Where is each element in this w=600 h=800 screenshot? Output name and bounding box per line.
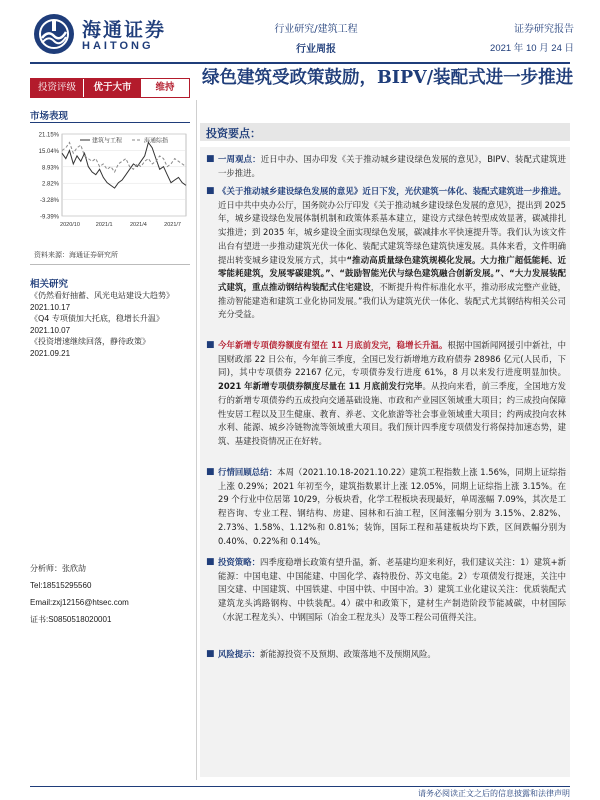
bullet-dot-icon: ■ [206,557,215,567]
bullet-dot-icon: ■ [206,467,215,477]
market-performance-title: 市场表现 [30,111,69,122]
chart-x-tick-label: 2021/7 [164,222,182,228]
related-item-date: 2021.10.07 [30,325,71,335]
chart-y-tick-label: 8.93% [41,165,59,172]
chart-x-tick-label: 2020/10 [60,222,80,228]
bullet-text: 近日中共中央办公厅，国务院办公厅印发《关于推动城乡建设绿色发展的意见》，提出到 2025 年，城乡建设绿色发展体制机制和政策体系基本建立，建设方式绿色转型成效显著，碳减排扎实推进；到 2035 年，城乡建设全面实现绿色发展，碳减排水平快速提升等。我们认为该文件出台有望进一步推动建筑光伏一体化、装配式建筑等绿色建筑快速发展。具体来看，文件明确提出转变城乡建设发展方式，其中 [218,199,566,265]
chart-y-tick-label: 2.82% [41,181,59,188]
related-research-list [30,290,190,359]
bullet-dot-icon: ■ [206,340,215,350]
bullet-text: 近日中办、国办印发《关于推动城乡建设绿色发展的意见》，BIPV、装配式建筑进一步推进。 [218,154,566,178]
header-divider [30,62,570,64]
bullet-text: 四季度稳增长政策有望升温，新、老基建均迎来利好，我们建议关注：1）建筑+新能源：中国电建、中国能建、中国化学、森特股份、苏文电能。2）专项债发行提速，关注中国交建、中国建筑、中国铁建、中国中铁、中国中冶。3）建筑工业化建议关注：优质装配式建筑龙头鸿路钢构、中铁装配。4）碳中和政策下，建材生产制造阶段节能减碳，中材国际（水泥工程龙头）、中钢国际（冶金工程龙头）及等工程公司值得关注。 [218,557,567,622]
bullet-risk-warning [206,648,566,662]
bullet-emphasis: “推动高质量绿色建筑规模化发展。大力推广超低能耗、近零能耗建筑，发展零碳建筑。”、“鼓励智能光伏与绿色建筑融合创新发展。”、“大力发展装配式建筑，重点推动钢结构装配式住宅建设 [218,254,566,292]
report-date: 2021 年 10 月 24 日 [490,43,574,54]
bullet-dot-icon: ■ [206,649,215,659]
chart-y-tick-label: -3.28% [39,198,59,205]
key-points-title: 投资要点： [206,127,261,140]
report-label: 证券研究报告 [514,24,574,35]
market-performance-chart-svg [30,126,190,238]
bullet-lead: 今年新增专项债券额度有望在 11 月底前发完，稳增长升温。 [218,340,448,350]
haitong-emblem-icon [34,14,74,54]
footer-divider [30,786,570,787]
investment-rating [30,78,190,98]
disclaimer-footer: 请务必阅读正文之后的信息披露和法律声明 [418,789,570,798]
bullet-text: 本周（2021.10.18-2021.10.22）建筑工程指数上涨 1.56%，同期上证综指上涨 0.29%；2021 年初至今，建筑指数累计上涨 12.05%，同期上证综指上涨 3.15%。在 29 个行业中位居第 10/29，分板块看，化学工程板块表现最好，单周涨幅 7.09%，其次是工程咨询、专业工程、钢结构、房建、园林和石油工程，区间涨幅分别为 3.15%、2.82%、2.73%、1.58%、1.12%和 0.81%；装饰，国际工程和基建板块均下跌，区间跌幅分别为 0.40%、0.22%和 0.14%。 [218,467,566,546]
analyst-info [30,560,190,628]
bullet-text-cont: ，不断提升构件标准化水平，推动形成完整产业链，推动智能建造和建筑工业化协同发展。”我们认为建筑光伏一体化、装配式尤其钢结构相关公司充分受益。 [218,281,567,320]
analyst-email[interactable]: Email:zxj12156@htsec.com [30,598,129,607]
chart-legend-label: 海通综指 [144,137,169,145]
chart-y-tick-label: 21.15% [38,132,59,139]
analyst-name: 分析师：张欣劼 [30,564,86,573]
bullet-market-review [206,466,566,548]
rating-value: 优于大市 [83,79,141,97]
chart-legend-label: 建筑与工程 [92,137,123,145]
related-item-title[interactable]: 《仍然看好抽蓄、风光电站建设大趋势》 [30,291,174,300]
bullet-dot-icon: ■ [206,154,215,164]
report-type: 行业周报 [296,44,336,55]
bullet-special-bonds [206,339,566,449]
rating-action: 维持 [155,82,175,93]
bullet-text-cont: 。从投向来看，前三季度，全国地方发行的新增专项债券约五成投向交通基础设施、市政和产业园区领域重大项目；约三成投向保障性安居工程以及卫生健康、教育、养老、文化旅游等社会事业领域重大项目；约两成投向农林水利、能源、城乡冷链物流等领域重大项目。我们预计四季度专项债发行将保持加速态势，建筑、基建投资情况正在好转。 [218,381,566,446]
bullet-lead: 投资策略： [218,557,260,567]
source-divider [30,264,190,265]
analyst-tel: Tel:18515295560 [30,581,92,590]
page-header [0,0,600,62]
related-item-title[interactable]: 《投资增速继续回落，静待政策》 [30,337,150,346]
report-title: 绿色建筑受政策鼓励，BIPV/装配式进一步推进 [202,68,574,88]
column-divider [196,100,197,780]
bullet-lead: 行情回顾总结： [218,467,278,477]
bullet-text: 新能源投资不及预期、政策落地不及预期风险。 [259,649,436,659]
related-research-title: 相关研究 [30,279,69,290]
chart-y-tick-label: 15.04% [38,148,59,155]
bullet-weekly-view [206,153,566,180]
bullet-lead: 一周观点： [218,154,261,164]
bullet-emphasis: 2021 年新增专项债券额度尽量在 11 月底前发行完毕 [218,381,423,392]
chart-source: 资料来源：海通证券研究所 [34,251,118,259]
logo-english-name: HAITONG [82,40,154,52]
market-performance-underline [30,122,190,123]
report-category-block [256,20,376,55]
related-item-title[interactable]: 《Q4 专项债加大托底，稳增长升温》 [30,314,164,323]
report-category: 行业研究/建筑工程 [274,24,358,35]
haitong-logo [34,14,204,58]
bullet-lead: 风险提示： [218,649,260,659]
related-item-date: 2021.10.17 [30,302,71,312]
logo-chinese-name: 海通证券 [82,19,167,41]
chart-x-tick-label: 2021/1 [95,222,113,228]
bullet-text: 根据中国新闻网援引中新社，中国财政部 22 日公布，今年前三季度，全国已发行新增地方政府债券 28986 亿元(人民币，下同)，其中专项债券 22167 亿元，专项债券发行进度 61%，8 月以来发行进度明显加快。 [218,340,567,378]
chart-series-line [62,143,186,189]
related-item-date: 2021.09.21 [30,348,71,358]
report-meta-block [474,20,574,54]
bullet-dot-icon: ■ [206,186,215,196]
rating-label: 投资评级 [31,79,83,97]
chart-series-line [62,143,186,173]
market-performance-chart [30,126,190,238]
chart-y-tick-label: -9.39% [39,214,59,221]
bullet-investment-strategy [206,556,566,625]
bullet-green-building-policy [206,185,566,322]
chart-x-tick-label: 2021/4 [129,222,147,228]
bullet-lead: 《关于推动城乡建设绿色发展的意见》近日下发，光伏建筑一体化、装配式建筑进一步推进。 [218,186,566,196]
analyst-cert: 证书:S0850518020001 [30,615,112,624]
